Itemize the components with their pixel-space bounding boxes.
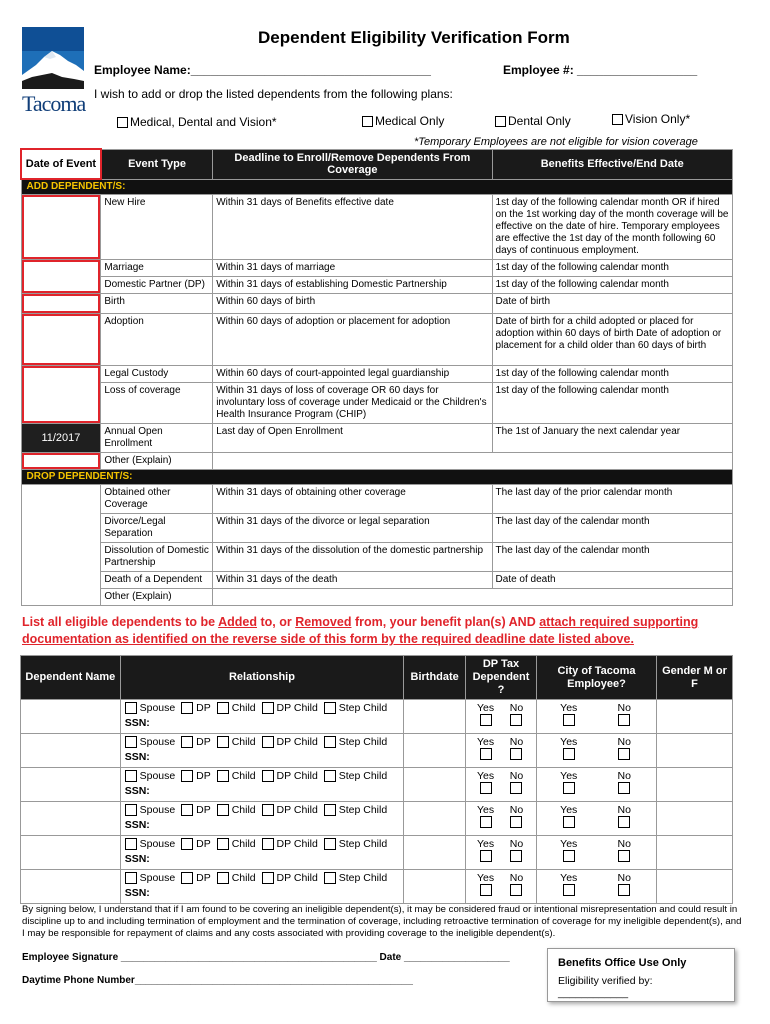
checkbox[interactable] bbox=[510, 816, 522, 828]
notice-text: List all eligible dependents to be Added to, or Removed from, your benefit plan(s) AND attach required supporting documentation as identified on the reverse side of this form by the required deadline date listed above. bbox=[22, 615, 699, 646]
deadline: Within 31 days of establishing Domestic Partnership bbox=[213, 277, 492, 294]
signature-line[interactable]: Employee Signature ______________________________________________ Date ___________________ bbox=[22, 952, 510, 963]
relationship-cell bbox=[120, 700, 404, 734]
dependent-row bbox=[21, 802, 733, 836]
relationship-option[interactable]: DP Child bbox=[262, 804, 318, 816]
checkbox[interactable] bbox=[125, 770, 137, 782]
ssn-label: SSN: bbox=[124, 819, 150, 832]
dp-tax-cell: Yes No bbox=[466, 700, 537, 734]
ssn-label: SSN: bbox=[124, 853, 150, 866]
city-employee-cell: Yes No bbox=[536, 700, 656, 734]
checkbox[interactable] bbox=[181, 804, 193, 816]
checkbox[interactable] bbox=[324, 838, 336, 850]
gender-field[interactable] bbox=[657, 836, 733, 870]
relationship-option[interactable]: Spouse bbox=[125, 736, 176, 748]
birthdate-field[interactable] bbox=[404, 734, 466, 768]
checkbox[interactable] bbox=[262, 770, 274, 782]
phone-line[interactable]: Daytime Phone Number__________________________________________________ bbox=[22, 975, 413, 986]
checkbox[interactable] bbox=[262, 804, 274, 816]
city-employee-cell: Yes No bbox=[536, 768, 656, 802]
employee-name-label: Employee Name:____________________________________ bbox=[94, 63, 431, 77]
deadline: Within 31 days of the death bbox=[213, 572, 492, 589]
checkbox[interactable] bbox=[125, 872, 137, 884]
checkbox[interactable] bbox=[480, 748, 492, 760]
dp-tax-cell: Yes No bbox=[466, 870, 537, 904]
deadline: Last day of Open Enrollment bbox=[213, 424, 492, 453]
event-type: Domestic Partner (DP) bbox=[101, 277, 213, 294]
checkbox[interactable] bbox=[262, 872, 274, 884]
checkbox[interactable] bbox=[480, 816, 492, 828]
relationship-cell bbox=[120, 734, 404, 768]
checkbox[interactable] bbox=[324, 872, 336, 884]
dependent-name-field[interactable] bbox=[21, 802, 121, 836]
date-field-new-hire[interactable] bbox=[21, 195, 101, 260]
ssn-label: SSN: bbox=[124, 887, 150, 900]
gender-field[interactable] bbox=[657, 768, 733, 802]
dependent-name-field[interactable] bbox=[21, 870, 121, 904]
header-gender: Gender M or F bbox=[657, 656, 733, 700]
relationship-cell bbox=[120, 802, 404, 836]
relationship-option[interactable]: Spouse bbox=[125, 872, 176, 884]
event-type: New Hire bbox=[101, 195, 213, 260]
checkbox[interactable] bbox=[510, 782, 522, 794]
deadline: Within 31 days of loss of coverage OR 60 days for involuntary loss of coverage under Medicaid or the Children's Health Insurance Program (CHIP) bbox=[213, 383, 492, 424]
relationship-cell bbox=[120, 870, 404, 904]
checkbox[interactable] bbox=[324, 770, 336, 782]
city-employee-cell: Yes No bbox=[536, 870, 656, 904]
relationship-option[interactable]: Step Child bbox=[324, 838, 387, 850]
checkbox[interactable] bbox=[217, 872, 229, 884]
gender-field[interactable] bbox=[657, 870, 733, 904]
dependent-name-field[interactable] bbox=[21, 700, 121, 734]
employee-number-field[interactable] bbox=[580, 74, 713, 76]
header-benefits-date: Benefits Effective/End Date bbox=[492, 149, 732, 179]
city-employee-cell: Yes No bbox=[536, 802, 656, 836]
event-type: Death of a Dependent bbox=[101, 572, 213, 589]
deadline: Within 60 days of court-appointed legal guardianship bbox=[213, 366, 492, 383]
birthdate-field[interactable] bbox=[404, 870, 466, 904]
disclaimer-text: By signing below, I understand that if I am found to be covering an ineligible dependent(s), it may be considered fraud or intentional misrepresentation and could result in discipline up to and including termination of employment and the termination of coverage, including retroactive termination of coverage for my ineligible dependent(s), and I may be responsible for repayment of claims and any costs associated with providing coverage to the ineligible dependent(s). bbox=[22, 904, 742, 939]
checkbox[interactable] bbox=[324, 736, 336, 748]
birthdate-field[interactable] bbox=[404, 700, 466, 734]
header-event-type: Event Type bbox=[101, 149, 213, 179]
event-type: Marriage bbox=[101, 260, 213, 277]
event-type: Obtained other Coverage bbox=[101, 485, 213, 514]
checkbox[interactable] bbox=[510, 748, 522, 760]
benefit-date: The last day of the calendar month bbox=[492, 543, 732, 572]
header-deadline: Deadline to Enroll/Remove Dependents From Coverage bbox=[213, 149, 492, 179]
other-explain-field[interactable] bbox=[213, 589, 733, 606]
dp-tax-cell: Yes No bbox=[466, 734, 537, 768]
page-title: Dependent Eligibility Verification Form bbox=[258, 28, 570, 47]
relationship-option[interactable]: Child bbox=[217, 804, 256, 816]
checkbox[interactable] bbox=[181, 770, 193, 782]
checkbox[interactable] bbox=[217, 804, 229, 816]
vision-note: *Temporary Employees are not eligible for vision coverage bbox=[414, 136, 698, 148]
relationship-option[interactable]: Child bbox=[217, 872, 256, 884]
dependent-row bbox=[21, 700, 733, 734]
dp-tax-cell: Yes No bbox=[466, 768, 537, 802]
relationship-option[interactable]: DP bbox=[181, 736, 211, 748]
plan-option-vision-only[interactable]: Vision Only* bbox=[612, 112, 690, 126]
event-type: Other (Explain) bbox=[101, 453, 213, 470]
checkbox[interactable] bbox=[618, 748, 630, 760]
event-type: Annual Open Enrollment bbox=[101, 424, 213, 453]
date-field-marriage-dp[interactable] bbox=[21, 260, 101, 294]
dependent-row bbox=[21, 734, 733, 768]
checkbox[interactable] bbox=[618, 850, 630, 862]
deadline: Within 31 days of marriage bbox=[213, 260, 492, 277]
event-type: Other (Explain) bbox=[101, 589, 213, 606]
relationship-option[interactable]: Step Child bbox=[324, 872, 387, 884]
checkbox[interactable] bbox=[362, 116, 373, 127]
dependent-name-field[interactable] bbox=[21, 734, 121, 768]
relationship-option[interactable]: DP bbox=[181, 804, 211, 816]
checkbox[interactable] bbox=[618, 816, 630, 828]
relationship-option[interactable]: DP Child bbox=[262, 872, 318, 884]
relationship-option[interactable]: Step Child bbox=[324, 770, 387, 782]
checkbox[interactable] bbox=[510, 714, 522, 726]
checkbox[interactable] bbox=[324, 804, 336, 816]
eligibility-verified-label: Eligibility verified by: ____________ bbox=[558, 975, 653, 999]
gender-field[interactable] bbox=[657, 700, 733, 734]
relationship-option[interactable]: Child bbox=[217, 736, 256, 748]
relationship-option[interactable]: DP bbox=[181, 838, 211, 850]
deadline: Within 60 days of birth bbox=[213, 294, 492, 314]
employee-name-field[interactable] bbox=[200, 74, 468, 76]
relationship-option[interactable]: Step Child bbox=[324, 804, 387, 816]
checkbox[interactable] bbox=[125, 838, 137, 850]
checkbox[interactable] bbox=[612, 114, 623, 125]
relationship-option[interactable]: DP Child bbox=[262, 770, 318, 782]
event-type: Legal Custody bbox=[101, 366, 213, 383]
checkbox[interactable] bbox=[618, 884, 630, 896]
benefit-date: 1st day of the following calendar month bbox=[492, 260, 732, 277]
dependent-row bbox=[21, 836, 733, 870]
checkbox[interactable] bbox=[563, 850, 575, 862]
checkbox[interactable] bbox=[125, 702, 137, 714]
checkbox[interactable] bbox=[217, 770, 229, 782]
checkbox[interactable] bbox=[217, 838, 229, 850]
ssn-label: SSN: bbox=[124, 751, 150, 764]
event-table bbox=[20, 148, 733, 606]
deadline: Within 31 days of obtaining other coverage bbox=[213, 485, 492, 514]
checkbox[interactable] bbox=[563, 816, 575, 828]
plan-option-medical-only[interactable]: Medical Only bbox=[362, 114, 444, 128]
header-city-employee: City of Tacoma Employee? bbox=[536, 656, 656, 700]
benefit-date: 1st day of the following calendar month bbox=[492, 383, 732, 424]
checkbox[interactable] bbox=[618, 782, 630, 794]
relationship-option[interactable]: Spouse bbox=[125, 702, 176, 714]
checkbox[interactable] bbox=[480, 884, 492, 896]
checkbox[interactable] bbox=[563, 714, 575, 726]
dependent-row bbox=[21, 870, 733, 904]
ssn-label: SSN: bbox=[124, 785, 150, 798]
checkbox[interactable] bbox=[618, 714, 630, 726]
plan-option-medical-dental-vision[interactable]: Medical, Dental and Vision* bbox=[117, 115, 277, 129]
relationship-option[interactable]: DP bbox=[181, 872, 211, 884]
checkbox[interactable] bbox=[262, 702, 274, 714]
office-title: Benefits Office Use Only bbox=[558, 957, 687, 969]
header-dependent-name: Dependent Name bbox=[21, 656, 121, 700]
relationship-option[interactable]: Step Child bbox=[324, 736, 387, 748]
relationship-option[interactable]: Child bbox=[217, 838, 256, 850]
checkbox[interactable] bbox=[480, 850, 492, 862]
checkbox[interactable] bbox=[181, 872, 193, 884]
checkbox[interactable] bbox=[510, 884, 522, 896]
checkbox[interactable] bbox=[217, 736, 229, 748]
benefit-date: Date of birth bbox=[492, 294, 732, 314]
relationship-option[interactable]: DP bbox=[181, 770, 211, 782]
add-section-label: ADD DEPENDENT/S: bbox=[21, 179, 733, 195]
benefit-date: 1st day of the following calendar month bbox=[492, 277, 732, 294]
event-type: Loss of coverage bbox=[101, 383, 213, 424]
date-field-birth[interactable] bbox=[21, 294, 101, 314]
relationship-option[interactable]: DP bbox=[181, 702, 211, 714]
dependent-name-field[interactable] bbox=[21, 836, 121, 870]
relationship-option[interactable]: Child bbox=[217, 770, 256, 782]
checkbox[interactable] bbox=[563, 884, 575, 896]
event-type: Divorce/Legal Separation bbox=[101, 514, 213, 543]
dependent-name-field[interactable] bbox=[21, 768, 121, 802]
checkbox[interactable] bbox=[480, 782, 492, 794]
deadline: Within 60 days of adoption or placement for adoption bbox=[213, 314, 492, 366]
drop-section-label: DROP DEPENDENT/S: bbox=[21, 470, 733, 485]
benefit-date: 1st day of the following calendar month bbox=[492, 366, 732, 383]
gender-field[interactable] bbox=[657, 734, 733, 768]
birthdate-field[interactable] bbox=[404, 802, 466, 836]
benefit-date: The last day of the prior calendar month bbox=[492, 485, 732, 514]
checkbox[interactable] bbox=[262, 838, 274, 850]
relationship-option[interactable]: DP Child bbox=[262, 838, 318, 850]
benefit-date: Date of death bbox=[492, 572, 732, 589]
office-use-box bbox=[547, 948, 735, 1002]
checkbox[interactable] bbox=[563, 748, 575, 760]
employee-number-label: Employee #: __________________ bbox=[503, 63, 698, 77]
checkbox[interactable] bbox=[181, 736, 193, 748]
dependent-row bbox=[21, 768, 733, 802]
gender-field[interactable] bbox=[657, 802, 733, 836]
deadline: Within 31 days of the divorce or legal separation bbox=[213, 514, 492, 543]
other-explain-field[interactable] bbox=[213, 453, 733, 470]
date-field-drop[interactable] bbox=[21, 485, 101, 606]
relationship-option[interactable]: DP Child bbox=[262, 702, 318, 714]
event-type: Adoption bbox=[101, 314, 213, 366]
relationship-option[interactable]: DP Child bbox=[262, 736, 318, 748]
checkbox[interactable] bbox=[181, 838, 193, 850]
relationship-option[interactable]: Spouse bbox=[125, 838, 176, 850]
checkbox[interactable] bbox=[563, 782, 575, 794]
deadline: Within 31 days of the dissolution of the domestic partnership bbox=[213, 543, 492, 572]
open-enrollment-date[interactable]: 11/2017 bbox=[21, 424, 101, 453]
plan-instruction: I wish to add or drop the listed dependents from the following plans: bbox=[94, 87, 453, 101]
checkbox[interactable] bbox=[480, 714, 492, 726]
relationship-option[interactable]: Step Child bbox=[324, 702, 387, 714]
relationship-option[interactable]: Child bbox=[217, 702, 256, 714]
relationship-option[interactable]: Spouse bbox=[125, 804, 176, 816]
date-field-adoption[interactable] bbox=[21, 314, 101, 366]
event-type: Dissolution of Domestic Partnership bbox=[101, 543, 213, 572]
benefit-date: Date of birth for a child adopted or placed for adoption within 60 days of birth Date of adoption or placement for a child older than 60 days of birth bbox=[492, 314, 732, 366]
deadline: Within 31 days of Benefits effective date bbox=[213, 195, 492, 260]
checkbox[interactable] bbox=[217, 702, 229, 714]
plan-option-dental-only[interactable]: Dental Only bbox=[495, 114, 571, 128]
date-field-custody-coverage[interactable] bbox=[21, 366, 101, 424]
relationship-cell bbox=[120, 768, 404, 802]
dp-tax-cell: Yes No bbox=[466, 802, 537, 836]
event-type: Birth bbox=[101, 294, 213, 314]
birthdate-field[interactable] bbox=[404, 768, 466, 802]
birthdate-field[interactable] bbox=[404, 836, 466, 870]
header-birthdate: Birthdate bbox=[404, 656, 466, 700]
checkbox[interactable] bbox=[181, 702, 193, 714]
date-field-other[interactable] bbox=[21, 453, 101, 470]
header-date-of-event: Date of Event bbox=[21, 149, 101, 179]
checkbox[interactable] bbox=[117, 117, 128, 128]
logo-wordmark: Tacoma bbox=[22, 91, 86, 116]
relationship-option[interactable]: Spouse bbox=[125, 770, 176, 782]
city-employee-cell: Yes No bbox=[536, 734, 656, 768]
dp-tax-cell: Yes No bbox=[466, 836, 537, 870]
header-dp-tax: DP Tax Dependent ? bbox=[466, 656, 537, 700]
checkbox[interactable] bbox=[125, 736, 137, 748]
relationship-cell bbox=[120, 836, 404, 870]
header-relationship: Relationship bbox=[120, 656, 404, 700]
benefit-date: The last day of the calendar month bbox=[492, 514, 732, 543]
city-employee-cell: Yes No bbox=[536, 836, 656, 870]
checkbox[interactable] bbox=[510, 850, 522, 862]
ssn-label: SSN: bbox=[124, 717, 150, 730]
checkbox[interactable] bbox=[125, 804, 137, 816]
checkbox[interactable] bbox=[324, 702, 336, 714]
checkbox[interactable] bbox=[495, 116, 506, 127]
benefit-date: The 1st of January the next calendar year bbox=[492, 424, 732, 453]
benefit-date: 1st day of the following calendar month OR if hired on the 1st working day of the month coverage will be effective on the date of hire. Temporary employees are effective the 1st day of the month following 60 days of continuous employment. bbox=[492, 195, 732, 260]
checkbox[interactable] bbox=[262, 736, 274, 748]
dependent-table bbox=[20, 655, 733, 904]
